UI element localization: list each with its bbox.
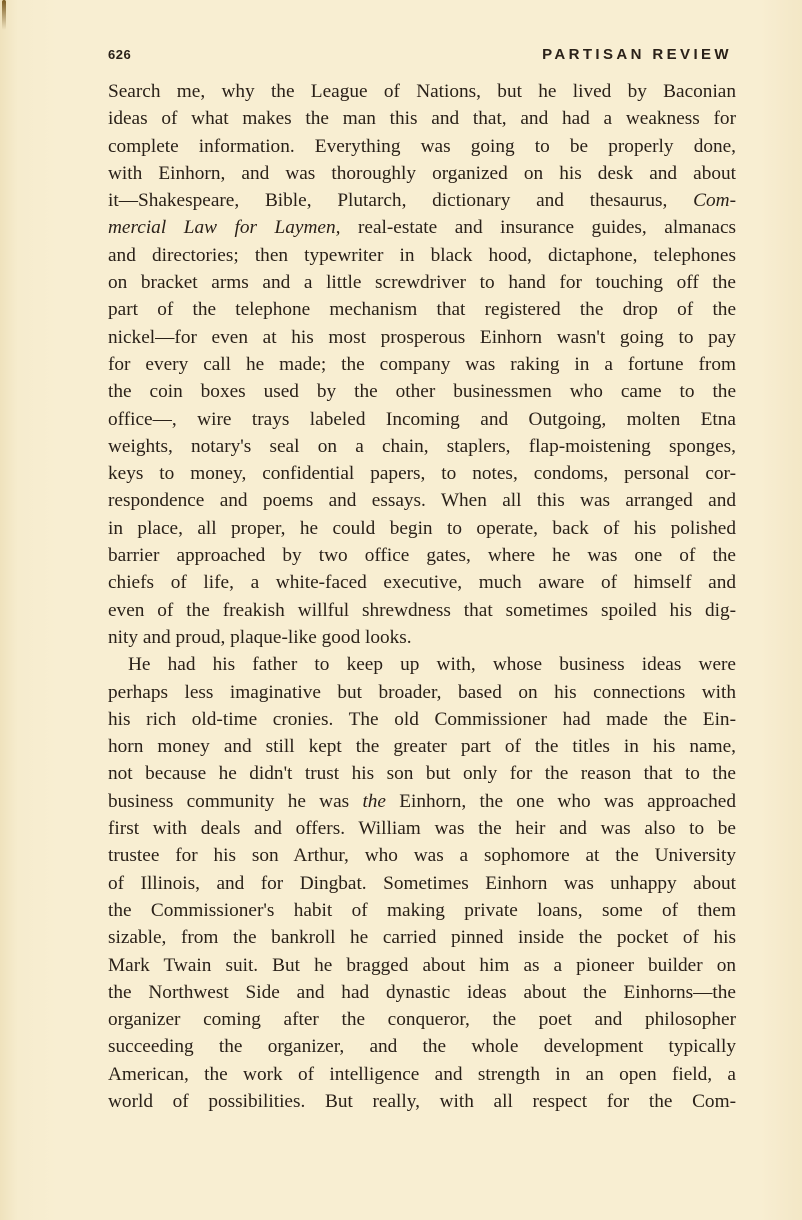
text-line: it—Shakespeare, Bible, Plutarch, dictionary and thesaurus, Com-: [108, 190, 736, 212]
text-line: part of the telephone mechanism that registered the drop of the: [108, 299, 736, 321]
text-line: even of the freakish willful shrewdness that sometimes spoiled his dig-: [108, 599, 736, 621]
text-line: complete information. Everything was going to be properly done,: [108, 135, 736, 157]
page-number: 626: [108, 47, 132, 62]
text-line: chiefs of life, a white-faced executive, much aware of himself and: [108, 572, 736, 594]
text-line: on bracket arms and a little screwdriver to hand for touching off the: [108, 272, 736, 294]
text-line: American, the work of intelligence and strength in an open field, a: [108, 1063, 736, 1085]
text-line: not because he didn't trust his son but only for the reason that to the: [108, 763, 736, 785]
text-line: trustee for his son Arthur, who was a sophomore at the University: [108, 845, 736, 867]
text-line: nity and proud, plaque-like good looks.: [108, 626, 412, 648]
text-line: for every call he made; the company was raking in a fortune from: [108, 353, 736, 375]
text-line: office—, wire trays labeled Incoming and Outgoing, molten Etna: [108, 408, 736, 430]
text-line: weights, notary's seal on a chain, staplers, flap-moistening sponges,: [108, 435, 736, 457]
text-line: horn money and still kept the greater part of the titles in his name,: [108, 736, 736, 758]
text-line: keys to money, confidential papers, to notes, condoms, personal cor-: [108, 463, 736, 485]
text-line: the Northwest Side and had dynastic ideas about the Einhorns—the: [108, 981, 736, 1003]
text-line: his rich old-time cronies. The old Commissioner had made the Ein-: [108, 708, 736, 730]
text-line: barrier approached by two office gates, where he was one of the: [108, 545, 736, 567]
page-edge-mark: [2, 0, 6, 30]
text-line: ideas of what makes the man this and that, and had a weakness for: [108, 108, 736, 130]
text-line: sizable, from the bankroll he carried pinned inside the pocket of his: [108, 927, 736, 949]
text-line: nickel—for even at his most prosperous Einhorn wasn't going to pay: [108, 326, 736, 348]
text-line: Mark Twain suit. But he bragged about him as a pioneer builder on: [108, 954, 736, 976]
text-line: of Illinois, and for Dingbat. Sometimes Einhorn was unhappy about: [108, 872, 736, 894]
text-line: in place, all proper, he could begin to operate, back of his polished: [108, 517, 736, 539]
text-line: with Einhorn, and was thoroughly organized on his desk and about: [108, 162, 736, 184]
text-line: business community he was the Einhorn, the one who was approached: [108, 790, 736, 812]
journal-title: PARTISAN REVIEW: [542, 46, 732, 63]
text-line: and directories; then typewriter in black hood, dictaphone, telephones: [108, 244, 736, 266]
text-line: mercial Law for Laymen, real-estate and insurance guides, almanacs: [108, 217, 737, 239]
text-line: He had his father to keep up with, whose business ideas were: [128, 654, 736, 676]
text-line: respondence and poems and essays. When all this was arranged and: [108, 490, 736, 512]
text-line: first with deals and offers. William was the heir and was also to be: [108, 818, 736, 840]
running-head: [108, 46, 732, 66]
text-line: the Commissioner's habit of making private loans, some of them: [108, 899, 736, 921]
text-line: organizer coming after the conqueror, the poet and philosopher: [108, 1009, 736, 1031]
text-line: Search me, why the League of Nations, but he lived by Baconian: [108, 81, 736, 102]
text-line: succeeding the organizer, and the whole development typically: [108, 1036, 736, 1058]
text-line: world of possibilities. But really, with all respect for the Com-: [108, 1090, 736, 1112]
text-line: perhaps less imaginative but broader, based on his connections with: [108, 681, 736, 703]
text-line: the coin boxes used by the other businessmen who came to the: [108, 381, 736, 403]
body-text: [108, 78, 736, 1115]
